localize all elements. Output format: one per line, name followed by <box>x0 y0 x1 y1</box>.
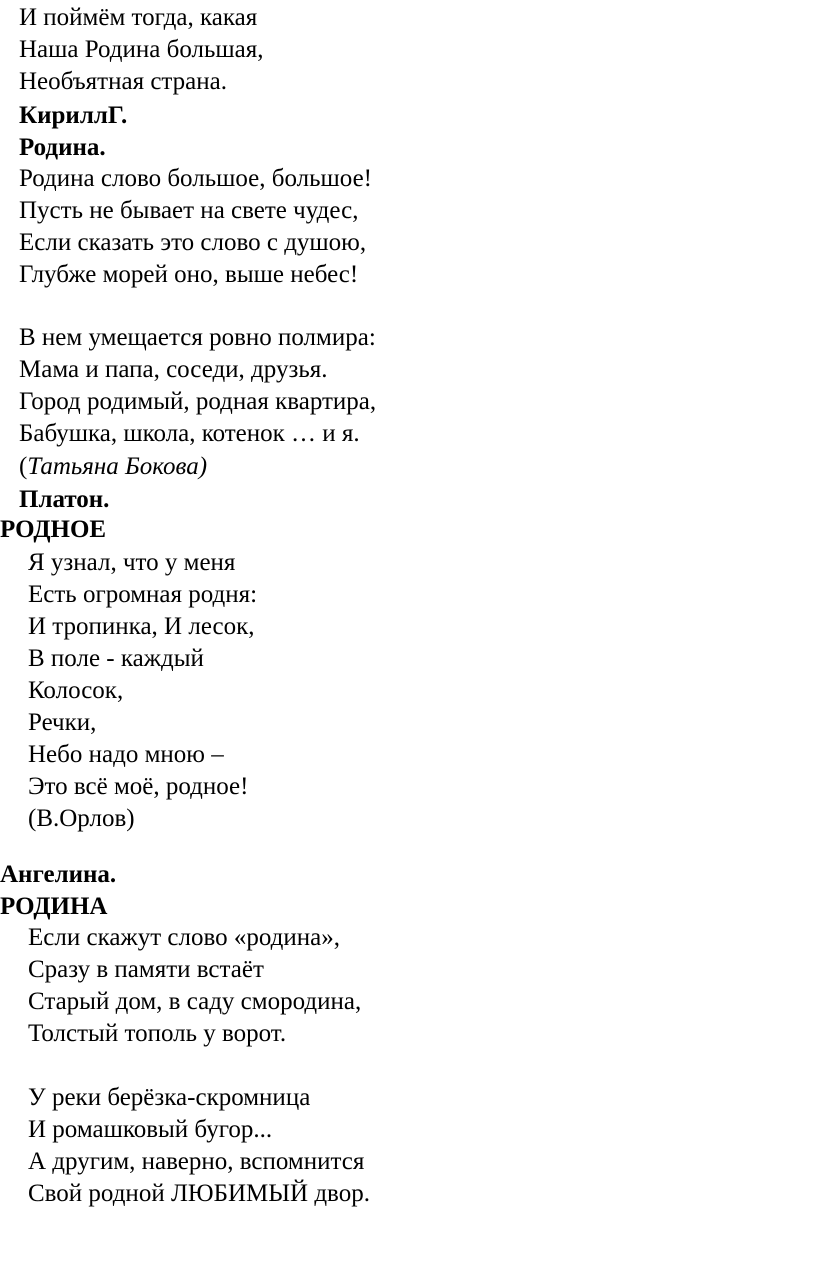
poem-line: Свой родной ЛЮБИМЫЙ двор. <box>28 1180 370 1207</box>
poem-line: У реки берёзка-скромница <box>28 1084 311 1111</box>
poem-line: Старый дом, в саду смородина, <box>28 988 362 1015</box>
speaker-name: Платон. <box>19 486 110 513</box>
poem-line: Город родимый, родная квартира, <box>19 388 377 415</box>
speaker-name: КириллГ. <box>19 102 128 129</box>
poem-line: Глубже морей оно, выше небес! <box>19 261 359 288</box>
author-name: Татьяна Бокова) <box>27 453 208 480</box>
poem-line: Мама и папа, соседи, друзья. <box>19 356 328 383</box>
poem-line: Родина слово большое, большое! <box>19 165 373 192</box>
poem-line: Бабушка, школа, котенок … и я. <box>19 420 360 447</box>
poem-line: Небо надо мною – <box>28 741 224 768</box>
poem-line: И поймём тогда, какая <box>19 4 258 31</box>
poem-line: Толстый тополь у ворот. <box>28 1020 287 1047</box>
poem-line: Пусть не бывает на свете чудес, <box>19 197 359 224</box>
poem-title: РОДНОЕ <box>0 516 107 543</box>
poem-line: И тропинка, И лесок, <box>28 613 255 640</box>
poem-line: Колосок, <box>28 677 124 704</box>
poem-title: Родина. <box>19 134 106 161</box>
poem-line: В нем умещается ровно полмира: <box>19 324 376 351</box>
poem-author: (В.Орлов) <box>28 805 135 832</box>
poem-line: Есть огромная родня: <box>28 581 258 608</box>
poem-line: Наша Родина большая, <box>19 36 264 63</box>
poem-line: В поле - каждый <box>28 645 204 672</box>
speaker-name: Ангелина. <box>0 861 117 888</box>
poem-line: Если скажут слово «родина», <box>28 924 340 951</box>
poem-title: РОДИНА <box>0 893 108 920</box>
poem-line: Речки, <box>28 709 97 736</box>
author-paren: ( <box>19 453 28 480</box>
poem-line: Сразу в памяти встаёт <box>28 956 264 983</box>
poem-line: А другим, наверно, вспомнится <box>28 1148 365 1175</box>
poem-line: Я узнал, что у меня <box>28 549 236 576</box>
poem-line: И ромашковый бугор... <box>28 1116 273 1143</box>
poem-author <box>19 451 207 483</box>
poem-line: Это всё моё, родное! <box>28 773 249 800</box>
poem-line: Необъятная страна. <box>19 68 227 95</box>
poem-line: Если сказать это слово с душою, <box>19 229 367 256</box>
